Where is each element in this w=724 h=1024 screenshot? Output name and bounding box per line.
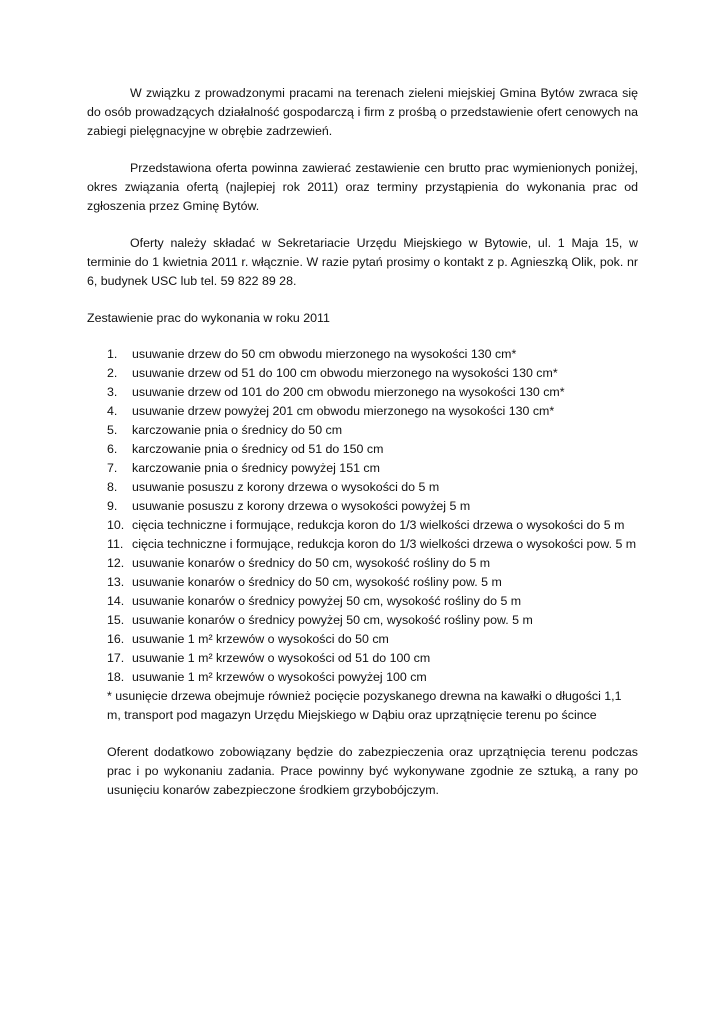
list-item	[87, 402, 638, 421]
list-item-text: usuwanie drzew od 101 do 200 cm obwodu mierzonego na wysokości 130 cm*	[132, 385, 565, 399]
footnote: * usunięcie drzewa obejmuje również pocięcie pozyskanego drewna na kawałki o długości 1,1 m, transport pod magazyn Urzędu Miejskiego w Dąbiu oraz uprzątnięcie terenu po ścince	[107, 689, 622, 722]
list-item-text: usuwanie konarów o średnicy powyżej 50 cm, wysokość rośliny do 5 m	[132, 594, 522, 608]
list-item	[87, 364, 638, 383]
list-item-number: 5.	[107, 423, 118, 437]
submission-info-paragraph: Oferty należy składać w Sekretariacie Urzędu Miejskiego w Bytowie, ul. 1 Maja 15, w terminie do 1 kwietnia 2011 r. włącznie. W razie pytań prosimy o kontakt z p. Agnieszką Olik, pok. nr 6, budynek USC lub tel. 59 822 89 28.	[87, 236, 638, 288]
list-item-number: 11.	[107, 537, 124, 551]
list-item-number: 15.	[107, 613, 125, 627]
list-item-text: usuwanie 1 m² krzewów o wysokości powyżej 100 cm	[132, 670, 427, 684]
list-item-text: usuwanie drzew do 50 cm obwodu mierzonego na wysokości 130 cm*	[132, 347, 517, 361]
list-item	[87, 649, 638, 668]
offer-requirements-paragraph: Przedstawiona oferta powinna zawierać zestawienie cen brutto prac wymienionych poniżej, okres związania ofertą (najlepiej rok 2011) oraz terminy przystąpienia do wykonania prac od zgłoszenia przez Gminę Bytów.	[87, 161, 638, 213]
list-item-text: karczowanie pnia o średnicy od 51 do 150 cm	[132, 442, 384, 456]
list-item-number: 1.	[107, 347, 118, 361]
list-item	[87, 497, 638, 516]
list-item	[87, 516, 638, 535]
list-item-text: usuwanie drzew powyżej 201 cm obwodu mierzonego na wysokości 130 cm*	[132, 404, 555, 418]
list-item	[87, 630, 638, 649]
list-item	[87, 554, 638, 573]
intro-paragraph: W związku z prowadzonymi pracami na terenach zieleni miejskiej Gmina Bytów zwraca się do osób prowadzących działalność gospodarczą i firm z prośbą o przedstawienie ofert cenowych na zabiegi pielęgnacyjne w obrębie zadrzewień.	[87, 86, 638, 138]
list-item-number: 9.	[107, 499, 118, 513]
list-heading: Zestawienie prac do wykonania w roku 2011	[87, 311, 330, 325]
list-item	[87, 573, 638, 592]
list-item-text: usuwanie 1 m² krzewów o wysokości do 50 cm	[132, 632, 389, 646]
list-item-number: 6.	[107, 442, 118, 456]
list-item	[87, 668, 638, 687]
list-item-text: cięcia techniczne i formujące, redukcja koron do 1/3 wielkości drzewa o wysokości pow. 5 m	[132, 537, 637, 551]
list-item-text: usuwanie drzew od 51 do 100 cm obwodu mierzonego na wysokości 130 cm*	[132, 366, 558, 380]
list-item-number: 7.	[107, 461, 118, 475]
list-item-number: 14.	[107, 594, 125, 608]
list-item	[87, 345, 638, 364]
list-item-text: usuwanie konarów o średnicy powyżej 50 cm, wysokość rośliny pow. 5 m	[132, 613, 533, 627]
list-item-number: 2.	[107, 366, 118, 380]
list-item	[87, 478, 638, 497]
list-item	[87, 383, 638, 402]
list-item-number: 8.	[107, 480, 118, 494]
list-item-number: 3.	[107, 385, 118, 399]
list-item	[87, 592, 638, 611]
list-item-text: usuwanie konarów o średnicy do 50 cm, wysokość rośliny do 5 m	[132, 556, 491, 570]
list-item	[87, 459, 638, 478]
list-item	[87, 440, 638, 459]
list-item	[87, 611, 638, 630]
list-item	[87, 421, 638, 440]
list-item-text: karczowanie pnia o średnicy powyżej 151 cm	[132, 461, 380, 475]
list-item-number: 16.	[107, 632, 125, 646]
list-item-number: 17.	[107, 651, 125, 665]
list-item-text: karczowanie pnia o średnicy do 50 cm	[132, 423, 343, 437]
closing-paragraph: Oferent dodatkowo zobowiązany będzie do zabezpieczenia oraz uprzątnięcia terenu podczas prac i po wykonaniu zadania. Prace powinny być wykonywane zgodnie ze sztuką, a rany po usunięciu konarów zabezpieczone środkiem grzybobójczym.	[107, 745, 638, 797]
list-item-text: usuwanie 1 m² krzewów o wysokości od 51 do 100 cm	[132, 651, 431, 665]
list-item-number: 4.	[107, 404, 118, 418]
list-item-text: cięcia techniczne i formujące, redukcja koron do 1/3 wielkości drzewa o wysokości do 5 m	[132, 518, 625, 532]
work-items-list	[87, 345, 638, 687]
list-item-text: usuwanie posuszu z korony drzewa o wysokości do 5 m	[132, 480, 440, 494]
list-item	[87, 535, 638, 554]
list-item-text: usuwanie konarów o średnicy do 50 cm, wysokość rośliny pow. 5 m	[132, 575, 502, 589]
list-item-number: 13.	[107, 575, 125, 589]
list-item-number: 10.	[107, 518, 125, 532]
list-item-number: 18.	[107, 670, 125, 684]
list-item-number: 12.	[107, 556, 125, 570]
list-item-text: usuwanie posuszu z korony drzewa o wysokości powyżej 5 m	[132, 499, 471, 513]
